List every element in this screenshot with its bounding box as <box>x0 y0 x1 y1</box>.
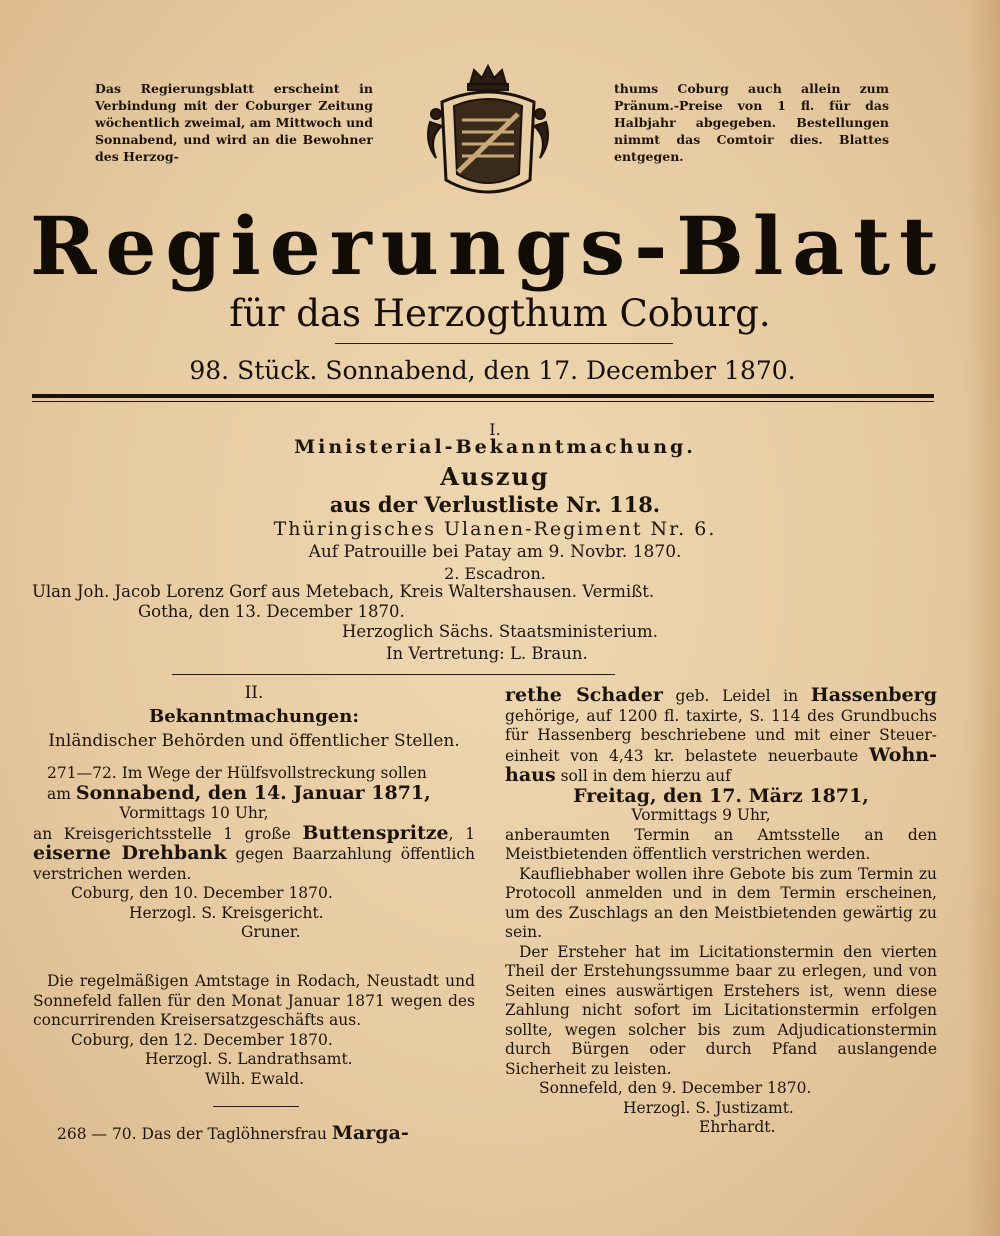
signature: Gruner. <box>241 923 301 941</box>
divider <box>335 343 673 344</box>
notice-text: , 1 <box>448 824 475 843</box>
newspaper-subtitle: für das Herzogthum Coburg. <box>229 292 771 335</box>
section-heading-2: Bekanntmachungen: <box>149 706 359 727</box>
newspaper-title: Regierungs-Blatt <box>30 199 946 293</box>
notice-text: gehörige, auf 1200 fl. taxirte, S. 114 des Grundbuchs für Hassenberg beschriebene und mit einer Steuer-einheit von 4,43 kr. belastete neuerbaute <box>505 706 937 765</box>
divider <box>213 1106 299 1107</box>
coat-of-arms-icon <box>422 62 554 204</box>
notice-text: Der Ersteher hat im Licitationstermin den vierten Theil der Erstehungssumme baar zu erlegen, und von Seiten eines auswärtigen Erstehers ist, wenn diese Zahlung nicht sofort im Licitationstermin erfolgen sollte, wegen solcher bis zum Adjudicationstermin durch Bürgen oder durch Pfand auslangende Sicherheit zu leisten. <box>505 942 937 1078</box>
issue-line: 98. Stück. Sonnabend, den 17. December 1870. <box>189 356 796 385</box>
auszug-heading: Auszug <box>440 462 550 491</box>
regiment-name: Thüringisches Ulanen-Regiment Nr. 6. <box>273 518 717 540</box>
section-heading-1: Ministerial-Bekanntmachung. <box>294 436 696 458</box>
place-date: Gotha, den 13. December 1870. <box>138 602 405 621</box>
place-date: Coburg, den 12. December 1870. <box>71 1030 333 1049</box>
place-date: Coburg, den 10. December 1870. <box>71 884 333 902</box>
notice-text: Die regelmäßigen Amtstage in Rodach, Neustadt und Sonnefeld fallen für den Monat Januar 1871 wegen des concurrirenden Kreisersatzgeschäfts aus. <box>33 972 475 1029</box>
subscription-notice-left: Das Regierungsblatt erscheint in Verbindung mit der Coburger Zeitung wöchentlich zweimal, am Mittwoch und Sonnabend, und wird an die Bewohner des Herzog- <box>95 81 373 164</box>
property-item: Wohn- <box>869 743 937 766</box>
escadron-line: 2. Escadron. <box>444 564 546 583</box>
notice-text: geb. Leidel in <box>675 687 799 705</box>
place-name: Hassenberg <box>810 684 937 706</box>
issuing-authority: Herzogl. S. Justizamt. <box>623 1098 794 1117</box>
owner-name: rethe Schader <box>505 684 663 706</box>
signature: In Vertretung: L. Braun. <box>386 644 588 663</box>
section-subheading-2: Inländischer Behörden und öffentlicher Stellen. <box>48 731 460 751</box>
notice-text: soll in dem hierzu auf <box>560 767 731 785</box>
section-numeral-2: II. <box>244 683 264 703</box>
divider <box>172 674 615 675</box>
auction-time: Vormittags 9 Uhr, <box>631 806 771 824</box>
auction-date: Freitag, den 17. März 1871, <box>573 784 869 807</box>
notice-wohnhaus-start <box>33 1124 475 1145</box>
casualty-entry: Ulan Joh. Jacob Lorenz Gorf aus Metebach, Kreis Waltershausen. Vermißt. <box>32 582 655 601</box>
page-edge-stain <box>965 0 1000 1236</box>
notice-text: am <box>47 784 71 803</box>
signature: Ehrhardt. <box>699 1118 776 1136</box>
notice-text: anberaumten Termin an Amtsstelle an den Meistbietenden öffentlich verstrichen werden. <box>505 825 937 863</box>
place-date: Sonnefeld, den 9. December 1870. <box>539 1079 812 1097</box>
notice-text: Kaufliebhaber wollen ihre Gebote bis zum Termin zu Protocoll anmelden und in dem Termin erscheinen, um des Zuschlags an den Meistbietenden gewärtig zu sein. <box>505 864 937 941</box>
casualty-list-title: aus der Verlustliste Nr. 118. <box>329 492 661 517</box>
subscription-notice-right: thums Coburg auch allein zum Pränum.-Preise von 1 fl. für das Halbjahr abgegeben. Bestellungen nimmt das Comtoir dies. Blattes entgegen. <box>614 81 889 164</box>
notice-amtstage <box>33 972 475 1089</box>
notice-buttenspritze <box>33 764 475 943</box>
issuing-authority: Herzogl. S. Landrathsamt. <box>145 1050 353 1068</box>
notice-wohnhaus <box>505 686 937 1138</box>
notice-ref: 268 — 70. <box>57 1125 137 1143</box>
issuing-authority: Herzogl. S. Kreisgericht. <box>129 903 324 922</box>
notice-text: gegen Baarzahlung öffentlich verstrichen werden. <box>33 845 475 883</box>
notice-text: Das der Taglöhnersfrau <box>141 1125 327 1143</box>
issuing-authority: Herzoglich Sächs. Staatsministerium. <box>342 622 658 641</box>
signature: Wilh. Ewald. <box>205 1069 305 1088</box>
section-numeral-1: I. <box>489 420 501 439</box>
auction-date: Sonnabend, den 14. Januar 1871, <box>75 781 431 804</box>
owner-name: Marga- <box>331 1122 409 1144</box>
auction-item: Buttenspritze <box>302 821 449 844</box>
divider-thick <box>32 394 934 398</box>
divider-thin <box>32 401 934 402</box>
property-item: haus <box>505 764 556 786</box>
patrol-line: Auf Patrouille bei Patay am 9. Novbr. 1870. <box>308 542 682 562</box>
notice-text: an Kreisgerichtsstelle 1 große <box>33 824 291 843</box>
auction-time: Vormittags 10 Uhr, <box>119 804 269 822</box>
notice-ref: 271—72. <box>47 764 117 782</box>
auction-item: eiserne Drehbank <box>33 842 227 864</box>
notice-text: Im Wege der Hülfsvollstreckung sollen <box>121 764 427 782</box>
